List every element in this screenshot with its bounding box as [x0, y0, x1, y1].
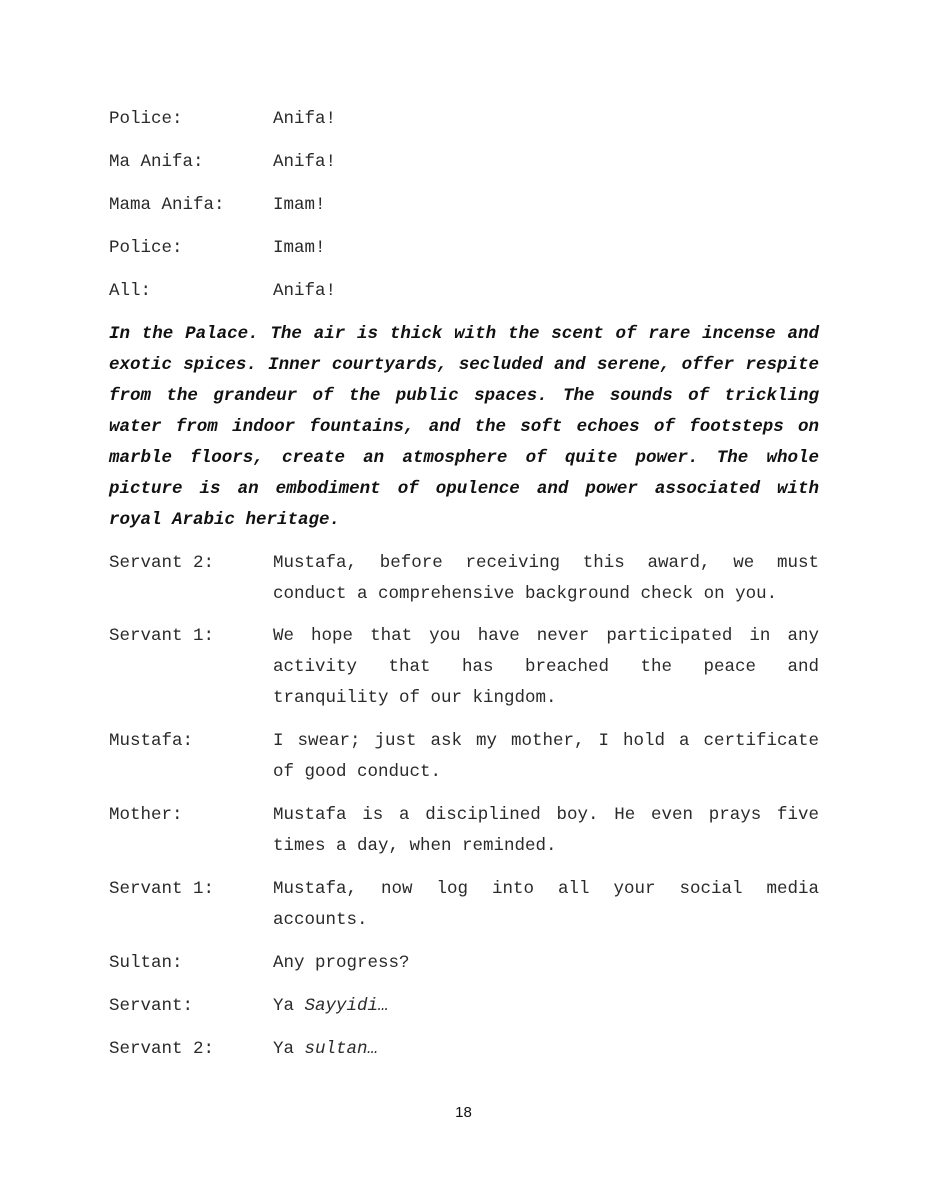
page-number: 18 — [455, 1104, 472, 1121]
speech-prefix: Ya — [273, 1039, 295, 1059]
speech-text: We hope that you have never participated in any activity that has breached the peace and tranquility of our kingdom. — [273, 626, 819, 708]
speech-text: Any progress? — [273, 953, 410, 973]
speech-text — [273, 991, 819, 1022]
speaker-name: Sultan: — [109, 953, 183, 973]
speech-text: Mustafa, now log into all your social media accounts. — [273, 879, 819, 930]
speaker-name: Police: — [109, 109, 183, 129]
speaker-name: Police: — [109, 238, 183, 258]
speaker-name: Servant 1: — [109, 626, 215, 646]
speaker-name: Servant 1: — [109, 879, 215, 899]
speech-text: Imam! — [273, 238, 326, 258]
speech-text: I swear; just ask my mother, I hold a certificate of good conduct. — [273, 731, 819, 782]
speaker-name: Mustafa: — [109, 731, 194, 751]
speaker-name: Servant 2: — [109, 553, 215, 573]
speaker-name: Mother: — [109, 805, 183, 825]
speech-italic: sultan… — [294, 1039, 379, 1059]
speaker-name: Servant 2: — [109, 1039, 215, 1059]
speaker-name: Servant: — [109, 996, 194, 1016]
speaker-name: Ma Anifa: — [109, 152, 204, 172]
speech-text: Anifa! — [273, 152, 337, 172]
speech-text: Imam! — [273, 195, 326, 215]
speech-text: Anifa! — [273, 109, 337, 129]
stage-direction: In the Palace. The air is thick with the scent of rare incense and exotic spices. Inner courtyards, secluded and serene, offer respite from the grandeur of the public spaces. The sounds of trickling water from indoor fountains, and the soft echoes of footsteps on marble floors, create an atmosphere of quite power. The whole picture is an embodiment of opulence and power associated with royal Arabic heritage. — [109, 324, 819, 530]
speech-text — [273, 1034, 819, 1065]
speaker-name: All: — [109, 281, 152, 301]
speech-text: Mustafa is a disciplined boy. He even prays five times a day, when reminded. — [273, 805, 819, 856]
speech-text: Mustafa, before receiving this award, we must conduct a comprehensive background check on you. — [273, 553, 819, 604]
speech-prefix: Ya — [273, 996, 295, 1016]
speech-text: Anifa! — [273, 281, 337, 301]
speech-italic: Sayyidi… — [294, 996, 389, 1016]
speaker-name: Mama Anifa: — [109, 195, 225, 215]
